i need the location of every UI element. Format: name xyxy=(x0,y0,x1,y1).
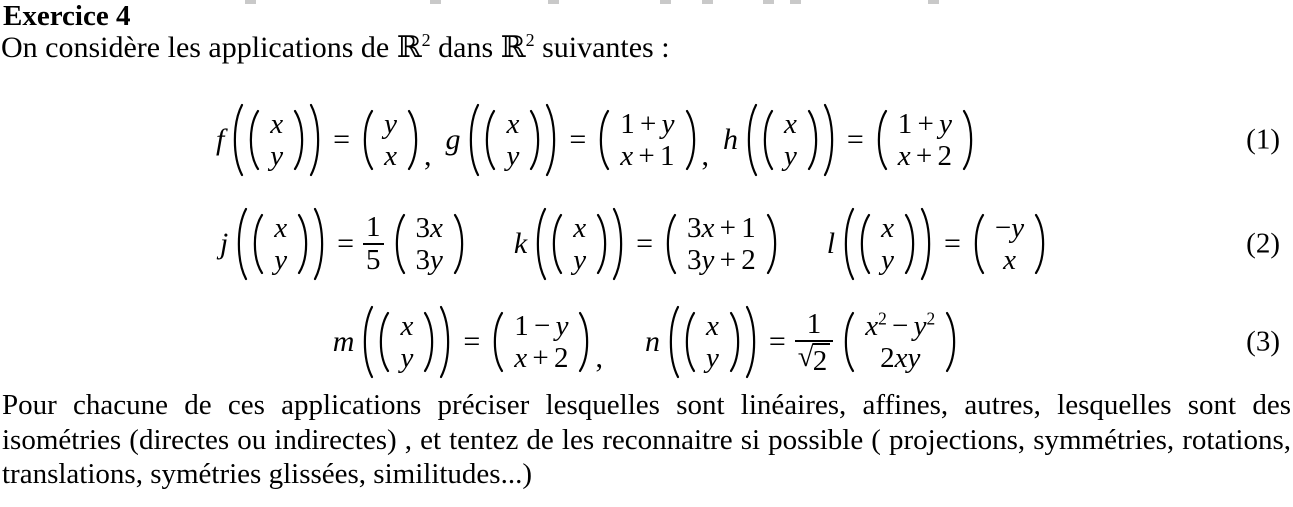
vector-entry: y xyxy=(270,140,284,172)
result-group xyxy=(391,212,468,276)
left-paren-icon xyxy=(549,212,563,276)
vector-entry: −y xyxy=(994,212,1025,244)
function-name: l xyxy=(826,227,836,260)
vector-entry: y xyxy=(400,342,414,374)
result-group xyxy=(489,310,593,374)
equals-sign: = xyxy=(333,123,351,156)
result-group xyxy=(359,108,422,172)
map-definition-l xyxy=(827,206,1049,282)
column-vector xyxy=(678,212,765,276)
fraction-numerator: 1 xyxy=(366,211,381,243)
right-paren-icon xyxy=(453,212,467,276)
crop-artifact xyxy=(763,0,774,4)
function-name: g xyxy=(445,123,461,156)
crop-artifact xyxy=(790,0,801,4)
right-paren-icon xyxy=(745,304,759,380)
crop-artifact xyxy=(430,0,441,4)
right-paren-icon xyxy=(313,206,327,282)
column-vector xyxy=(505,310,577,374)
vector-entry: x + 2 xyxy=(514,342,569,374)
argument-group xyxy=(743,102,838,178)
equation-row xyxy=(0,296,1293,388)
equals-sign: = xyxy=(768,325,786,358)
vector-entry: 1 − y xyxy=(514,310,569,342)
equals-sign: = xyxy=(569,123,587,156)
vector-entry: x + 1 xyxy=(620,140,675,172)
right-paren-icon xyxy=(920,206,934,282)
right-paren-icon xyxy=(407,108,421,172)
equals-sign: = xyxy=(846,123,864,156)
left-paren-icon xyxy=(234,206,248,282)
right-paren-icon xyxy=(962,108,976,172)
equation-row xyxy=(0,94,1293,186)
equation-number: (3) xyxy=(1246,325,1280,358)
vector-entry: 2xy xyxy=(880,342,921,374)
crop-artifact xyxy=(548,0,559,4)
equals-sign: = xyxy=(636,227,654,260)
vector-entry: x xyxy=(270,108,284,140)
fraction-denominator xyxy=(795,342,833,376)
vector-entry: x xyxy=(881,212,894,244)
crop-artifact xyxy=(928,0,939,4)
argument-group xyxy=(359,304,454,380)
left-paren-icon xyxy=(533,206,547,282)
function-name: n xyxy=(644,325,660,358)
argument-group xyxy=(840,206,935,282)
map-definition-k xyxy=(514,206,781,282)
vector-entry: y xyxy=(384,108,397,140)
vector-entry: y xyxy=(705,342,719,374)
left-paren-icon xyxy=(376,310,390,374)
right-paren-icon xyxy=(1034,212,1048,276)
equation-content xyxy=(0,206,1281,282)
equation-content xyxy=(0,102,1243,178)
right-paren-icon xyxy=(685,108,699,172)
column-vector xyxy=(261,108,292,172)
separator-comma: , xyxy=(423,139,432,172)
right-paren-icon xyxy=(945,310,959,374)
column-vector xyxy=(564,212,595,276)
function-name: h xyxy=(723,123,738,156)
right-paren-icon xyxy=(309,102,323,178)
column-vector xyxy=(611,108,683,172)
result-group xyxy=(970,212,1049,276)
fraction-denominator: 5 xyxy=(366,244,381,276)
vector-entry: y xyxy=(573,244,587,276)
left-paren-icon xyxy=(841,310,855,374)
vector-entry: y xyxy=(881,244,894,276)
right-paren-icon xyxy=(529,108,543,172)
equation-number: (1) xyxy=(1246,123,1280,156)
right-paren-icon xyxy=(729,310,743,374)
left-paren-icon xyxy=(596,108,610,172)
column-vector xyxy=(889,108,961,172)
vector-entry: x xyxy=(573,212,587,244)
left-paren-icon xyxy=(841,206,855,282)
map-definition-j xyxy=(220,206,468,282)
column-vector xyxy=(986,212,1033,276)
fraction-numerator: 1 xyxy=(806,307,822,340)
right-paren-icon xyxy=(578,310,592,374)
vector-entry: 1 + y xyxy=(897,108,953,140)
map-definition-g xyxy=(445,102,709,178)
equals-sign: = xyxy=(463,325,481,358)
column-vector xyxy=(497,108,528,172)
right-paren-icon xyxy=(904,212,918,276)
vector-entry: 1 + y xyxy=(620,108,675,140)
map-definition-m xyxy=(333,304,603,380)
column-vector xyxy=(856,310,944,374)
argument-group xyxy=(532,206,627,282)
left-paren-icon xyxy=(360,108,374,172)
vector-entry: 3x + 1 xyxy=(687,212,756,244)
vector-entry: x xyxy=(506,108,520,140)
vector-entry: y xyxy=(506,140,520,172)
left-paren-icon xyxy=(490,310,504,374)
vector-entry: x + 2 xyxy=(897,140,953,172)
crop-artifact xyxy=(245,0,256,4)
map-definition-f xyxy=(216,102,432,178)
argument-group xyxy=(665,304,760,380)
vector-entry: $x^2 - y^2$ xyxy=(865,308,936,342)
left-paren-icon xyxy=(760,108,774,172)
vector-entry: x xyxy=(784,108,797,140)
column-vector xyxy=(391,310,422,374)
right-paren-icon xyxy=(439,304,453,380)
right-paren-icon xyxy=(807,108,821,172)
left-paren-icon xyxy=(230,102,244,178)
crop-artifact xyxy=(660,0,671,4)
sqrt-radical: √ 2 xyxy=(798,343,830,376)
left-paren-icon xyxy=(682,310,696,374)
fraction xyxy=(363,212,384,276)
equals-sign: = xyxy=(943,227,961,260)
left-paren-icon xyxy=(466,102,480,178)
equals-sign: = xyxy=(337,227,355,260)
right-paren-icon xyxy=(545,102,559,178)
right-paren-icon xyxy=(293,108,307,172)
crop-artifact xyxy=(702,0,713,4)
result-group xyxy=(873,108,977,172)
vector-entry: 3x xyxy=(415,212,443,244)
right-paren-icon xyxy=(423,310,437,374)
right-paren-icon xyxy=(766,212,780,276)
column-vector xyxy=(407,212,452,276)
separator-comma: , xyxy=(701,139,709,172)
right-paren-icon xyxy=(823,102,837,178)
left-paren-icon xyxy=(246,108,260,172)
left-paren-icon xyxy=(874,108,888,172)
function-name: m xyxy=(332,325,355,358)
left-paren-icon xyxy=(250,212,264,276)
left-paren-icon xyxy=(666,304,680,380)
left-paren-icon xyxy=(663,212,677,276)
fraction xyxy=(795,309,833,376)
map-definition-n xyxy=(645,304,960,380)
left-paren-icon xyxy=(360,304,374,380)
vector-entry: x xyxy=(1003,244,1016,276)
vector-entry: x xyxy=(705,310,719,342)
map-definition-h xyxy=(723,102,977,178)
equation-row xyxy=(0,198,1293,290)
column-vector xyxy=(872,212,903,276)
left-paren-icon xyxy=(857,212,871,276)
vector-entry: x xyxy=(274,212,288,244)
intro-sentence: On considère les applications de ℝ$^2$ dans ℝ$^2$ suivantes : xyxy=(1,30,670,64)
equation-content xyxy=(0,304,1293,380)
exercise-title: Exercice 4 xyxy=(3,0,131,32)
column-vector xyxy=(375,108,406,172)
vector-entry: 3y + 2 xyxy=(687,244,756,276)
separator-comma: , xyxy=(595,341,603,374)
column-vector xyxy=(697,310,728,374)
right-paren-icon xyxy=(612,206,626,282)
function-name: f xyxy=(215,123,225,156)
vector-entry: y xyxy=(784,140,797,172)
left-paren-icon xyxy=(392,212,406,276)
column-vector xyxy=(775,108,806,172)
argument-group xyxy=(233,206,328,282)
vector-entry: x xyxy=(400,310,414,342)
vector-entry: x xyxy=(384,140,397,172)
right-paren-icon xyxy=(596,212,610,276)
equation-number: (2) xyxy=(1246,227,1280,260)
right-paren-icon xyxy=(297,212,311,276)
argument-group xyxy=(229,102,324,178)
vector-entry: y xyxy=(274,244,288,276)
vector-entry: 3y xyxy=(415,244,443,276)
left-paren-icon xyxy=(971,212,985,276)
instructions-paragraph: Pour chacune de ces applications préciser lesquelles sont linéaires, affines, autres, lesquelles sont des isométries (directes ou indirectes) , et tentez de les reconnaitre si possible ( projections, symmétries, rotations, translations, symétries glissées, similitudes...) xyxy=(2,389,1291,490)
result-group xyxy=(662,212,781,276)
result-group xyxy=(595,108,699,172)
function-name: k xyxy=(513,227,528,260)
argument-group xyxy=(465,102,560,178)
left-paren-icon xyxy=(744,102,758,178)
result-group xyxy=(840,310,960,374)
column-vector xyxy=(265,212,296,276)
function-name: j xyxy=(219,227,229,260)
left-paren-icon xyxy=(482,108,496,172)
